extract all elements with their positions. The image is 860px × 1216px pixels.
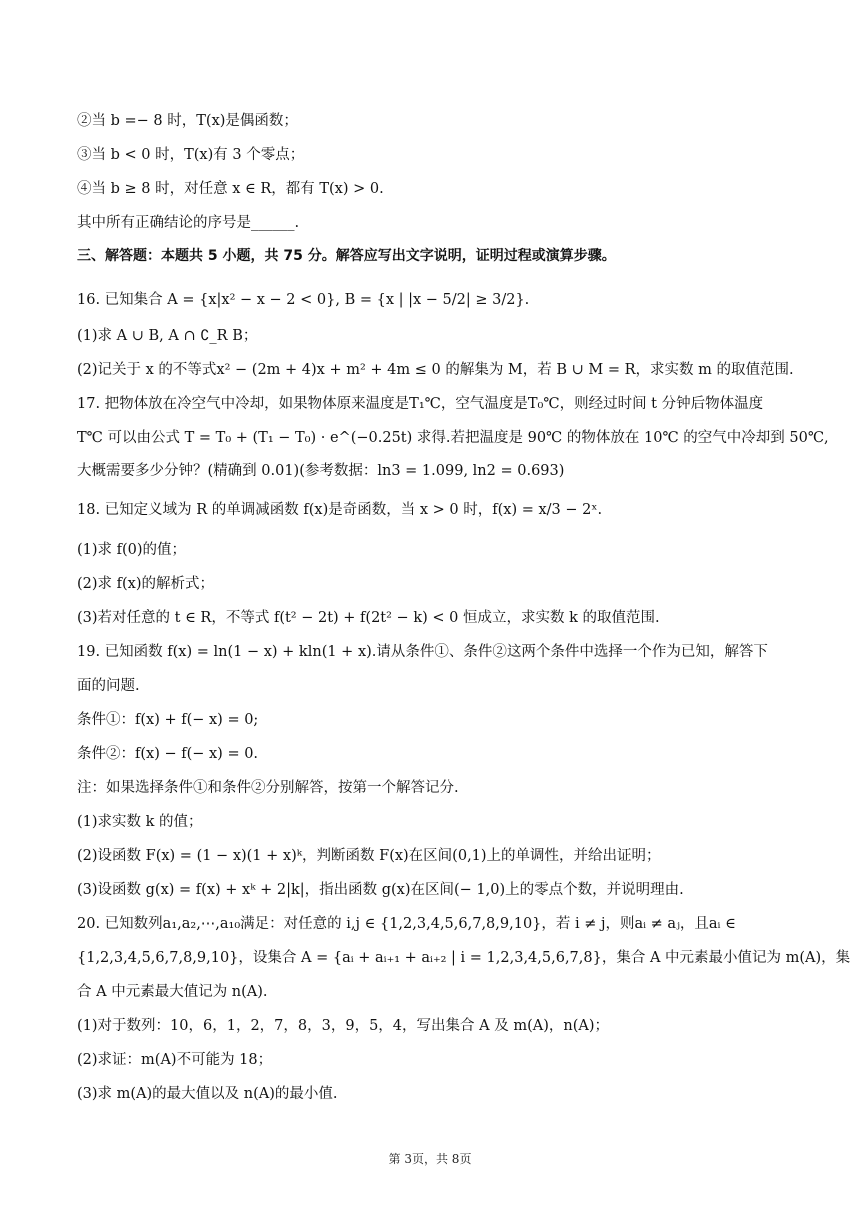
section-heading: 三、解答题：本题共 5 小题，共 75 分。解答应写出文字说明，证明过程或演算步骤。 (77, 248, 616, 264)
q17-line-1: 17. 把物体放在冷空气中冷却，如果物体原来温度是T₁℃，空气温度是T₀℃，则经过时间 t 分钟后物体温度 (77, 396, 764, 412)
q20-stem-line-3: 合 A 中元素最大值记为 n(A). (77, 984, 268, 1000)
q20-part-1: (1)对于数列：10，6，1，2，7，8，3，9，5，4，写出集合 A 及 m(A)，n(A)； (77, 1018, 609, 1034)
q15-statement-3: ③当 b < 0 时，T(x)有 3 个零点； (77, 147, 305, 163)
q15-statement-4: ④当 b ≥ 8 时，对任意 x ∈ R，都有 T(x) > 0. (77, 181, 384, 197)
q18-part-3: (3)若对任意的 t ∈ R，不等式 f(t² − 2t) + f(2t² − k) < 0 恒成立，求实数 k 的取值范围. (77, 610, 660, 626)
page-footer: 第 3页，共 8页 (388, 1152, 472, 1166)
q15-answer-prompt: 其中所有正确结论的序号是______. (77, 215, 300, 231)
q19-part-3: (3)设函数 g(x) = f(x) + xᵏ + 2|k|，指出函数 g(x)在区间(− 1,0)上的零点个数，并说明理由. (77, 882, 684, 898)
q19-condition-1: 条件①：f(x) + f(− x) = 0; (77, 712, 259, 728)
q15-statement-2: ②当 b =− 8 时，T(x)是偶函数； (77, 113, 298, 129)
q19-stem-line-2: 面的问题. (77, 678, 140, 694)
q17-line-3: 大概需要多少分钟？(精确到 0.01)(参考数据：ln3 = 1.099, ln2 = 0.693) (77, 463, 565, 479)
q20-stem-line-2: {1,2,3,4,5,6,7,8,9,10}，设集合 A = {aᵢ + aᵢ₊₁ + aᵢ₊₂ | i = 1,2,3,4,5,6,7,8}，集合 A 中元素最小值记为 m(A)，集 (77, 950, 851, 966)
q18-part-2: (2)求 f(x)的解析式； (77, 576, 215, 592)
q20-part-2: (2)求证：m(A)不可能为 18； (77, 1052, 273, 1068)
q18-part-1: (1)求 f(0)的值； (77, 542, 187, 558)
q16-part-2: (2)记关于 x 的不等式x² − (2m + 4)x + m² + 4m ≤ 0 的解集为 M，若 B ∪ M = R，求实数 m 的取值范围. (77, 362, 794, 378)
q19-condition-2: 条件②：f(x) − f(− x) = 0. (77, 746, 259, 762)
q19-stem-line-1: 19. 已知函数 f(x) = ln(1 − x) + kln(1 + x).请从条件①、条件②这两个条件中选择一个作为已知，解答下 (77, 644, 768, 660)
q20-stem-line-1: 20. 已知数列a₁,a₂,⋯,a₁₀满足：对任意的 i,j ∈ {1,2,3,4,5,6,7,8,9,10}，若 i ≠ j，则aᵢ ≠ aⱼ，且aᵢ ∈ (77, 916, 736, 932)
q16-part-1: (1)求 A ∪ B, A ∩ ∁_R B； (77, 328, 258, 344)
q17-line-2: T℃ 可以由公式 T = T₀ + (T₁ − T₀) · e^(−0.25t) 求得.若把温度是 90℃ 的物体放在 10℃ 的空气中冷却到 50℃, (77, 430, 829, 446)
q19-part-1: (1)求实数 k 的值； (77, 814, 203, 830)
q19-note: 注：如果选择条件①和条件②分别解答，按第一个解答记分. (77, 780, 459, 796)
q20-part-3: (3)求 m(A)的最大值以及 n(A)的最小值. (77, 1086, 338, 1102)
q16-stem: 16. 已知集合 A = {x|x² − x − 2 < 0}, B = {x | |x − 5/2| ≥ 3/2}. (77, 292, 530, 308)
q18-stem: 18. 已知定义域为 R 的单调减函数 f(x)是奇函数，当 x > 0 时，f(x) = x/3 − 2ˣ. (77, 502, 603, 518)
q19-part-2: (2)设函数 F(x) = (1 − x)(1 + x)ᵏ，判断函数 F(x)在区间(0,1)上的单调性，并给出证明； (77, 848, 661, 864)
